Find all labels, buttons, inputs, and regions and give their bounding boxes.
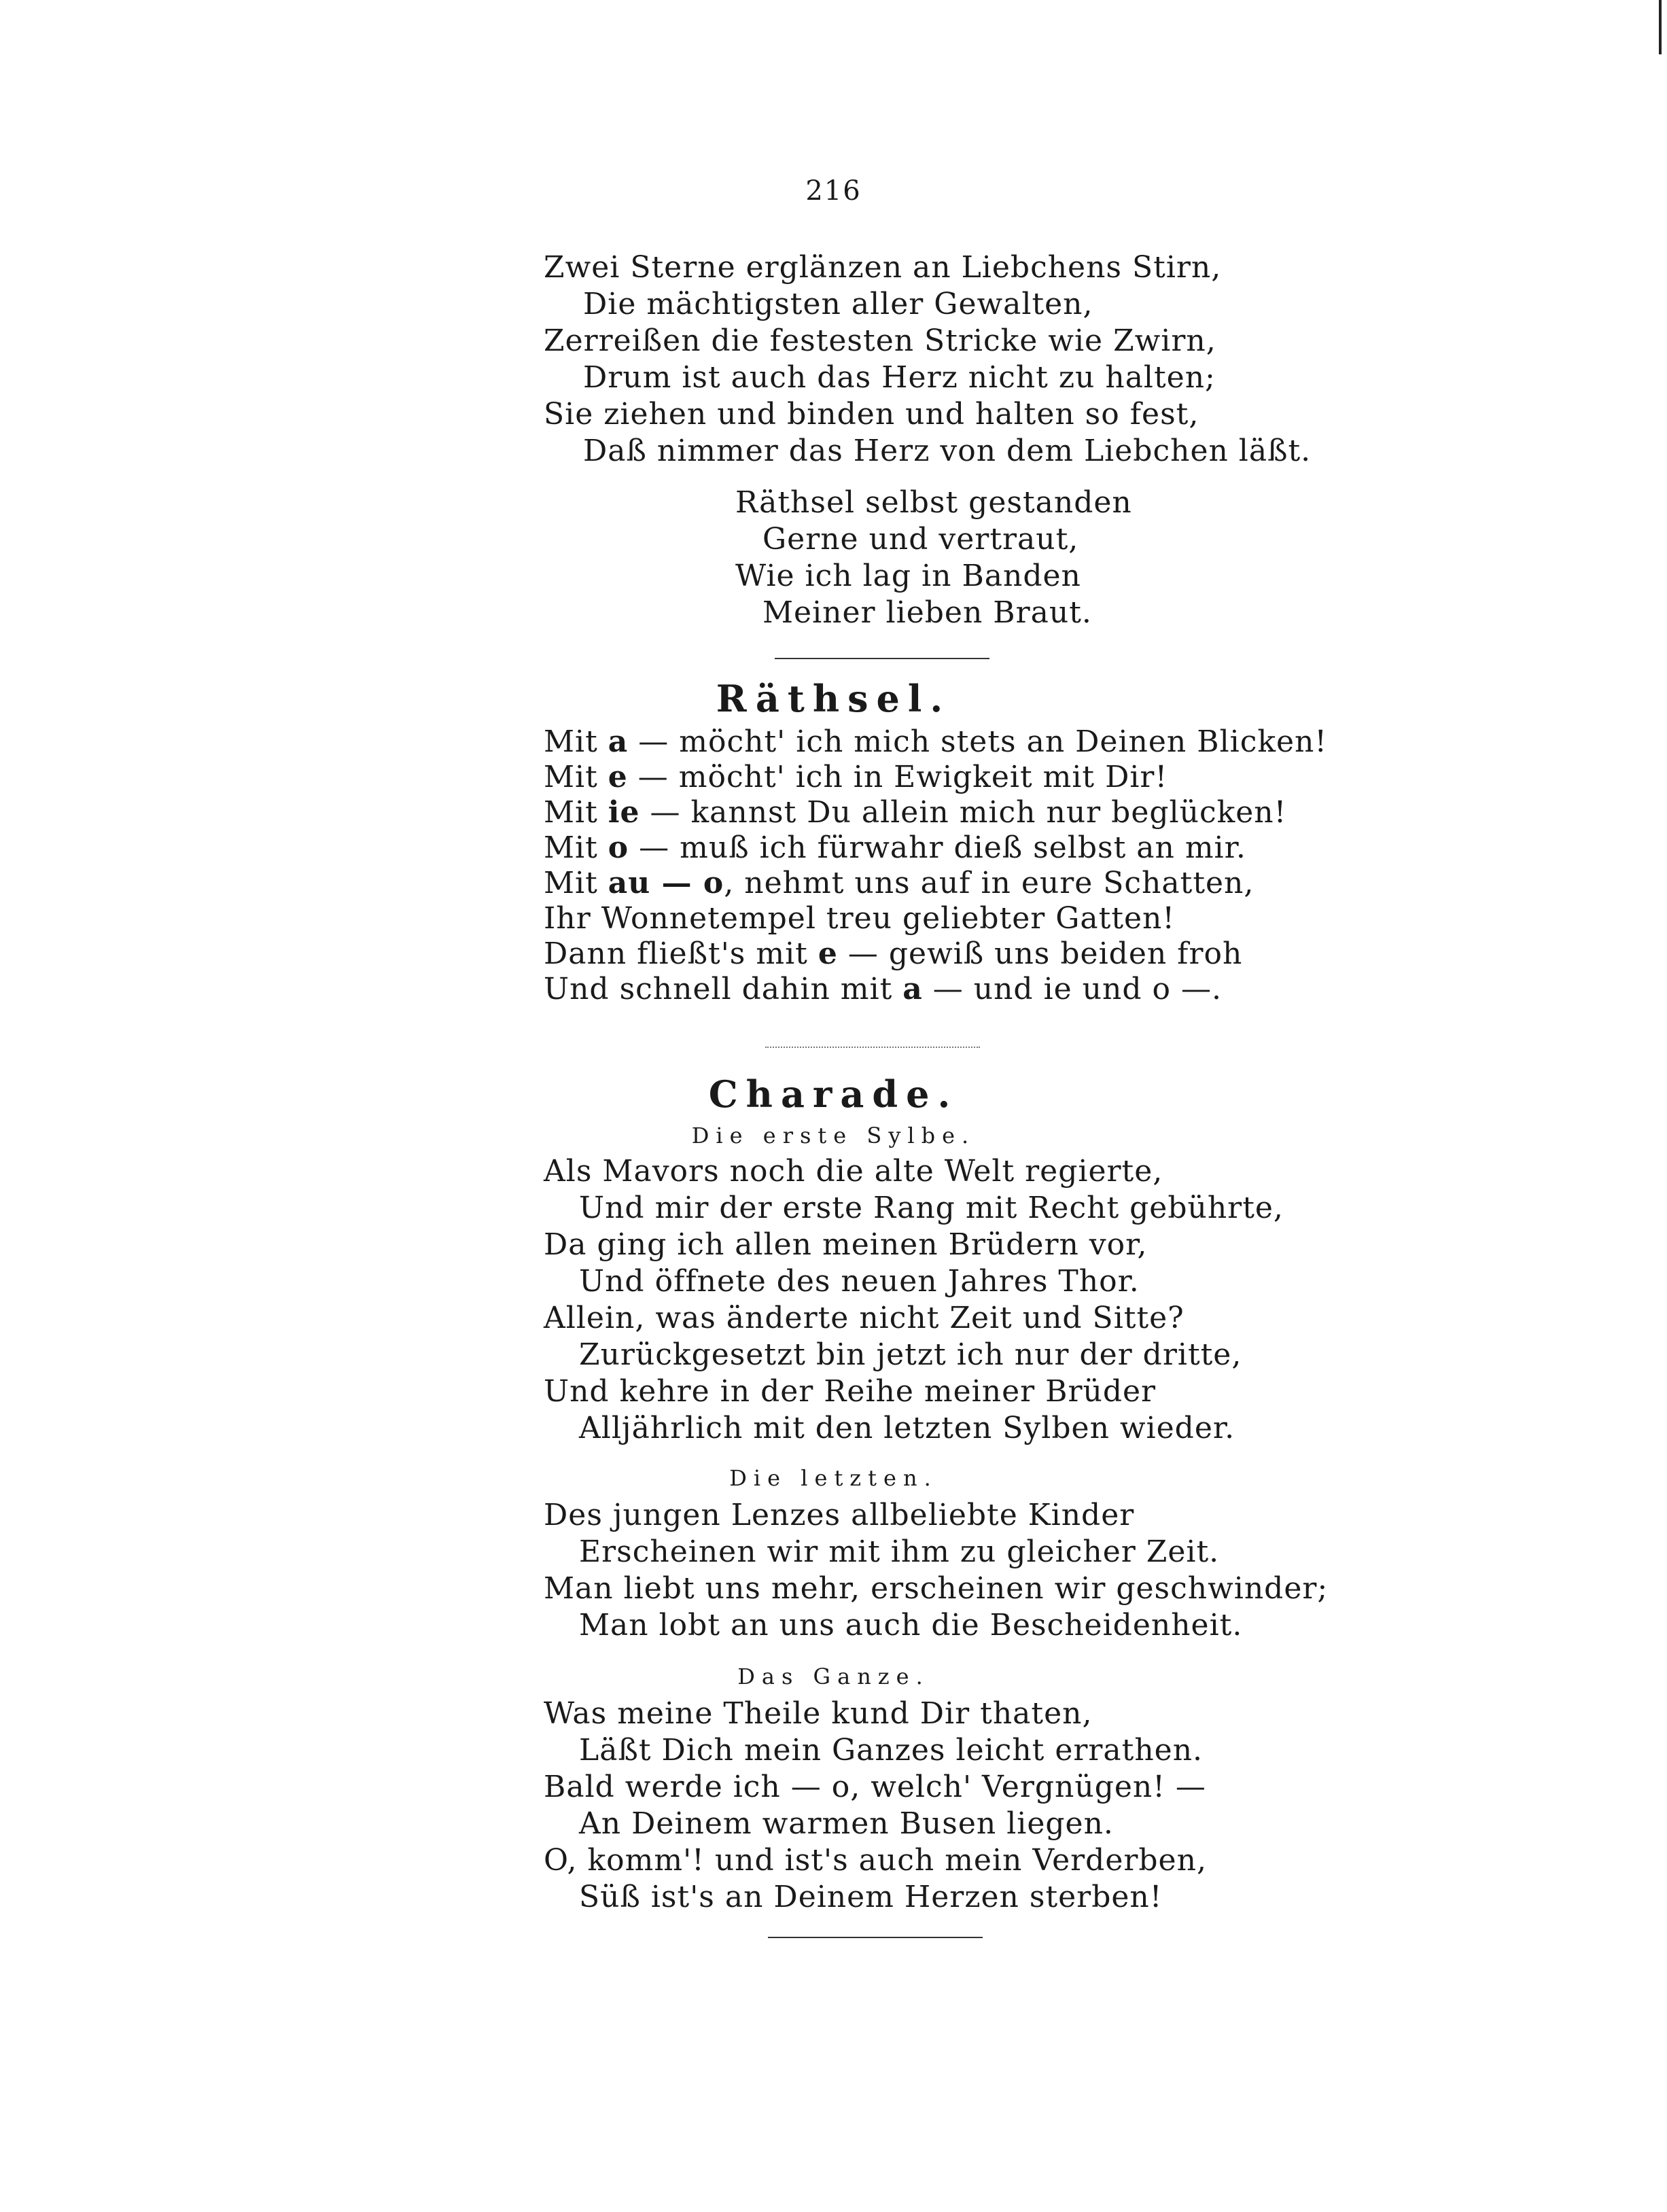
charade-line: Als Mavors noch die alte Welt regierte, xyxy=(544,1154,1163,1189)
poem1-line: Drum ist auch das Herz nicht zu halten; xyxy=(583,360,1216,395)
section-divider xyxy=(775,658,989,659)
charade-line: Erscheinen wir mit ihm zu gleicher Zeit. xyxy=(579,1534,1220,1569)
charade-line: Und öffnete des neuen Jahres Thor. xyxy=(579,1264,1140,1299)
raethsel-line: Mit e — möcht' ich in Ewigkeit mit Dir! xyxy=(544,760,1168,794)
poem1-answer-line: Wie ich lag in Banden xyxy=(735,559,1081,593)
poem1-answer-line: Gerne und vertraut, xyxy=(762,522,1079,557)
charade-line: Allein, was änderte nicht Zeit und Sitte? xyxy=(544,1301,1185,1335)
charade-line: O, komm'! und ist's auch mein Verderben, xyxy=(544,1843,1207,1878)
charade-line: Bald werde ich — o, welch' Vergnügen! — xyxy=(544,1770,1206,1804)
charade-title: Charade. xyxy=(708,1072,959,1116)
poem1-line: Daß nimmer das Herz von dem Liebchen läßt. xyxy=(583,434,1312,468)
raethsel-line: Dann fließt's mit e — gewiß uns beiden froh xyxy=(544,936,1243,971)
charade-section-heading: Die erste Sylbe. xyxy=(691,1123,976,1148)
end-divider xyxy=(768,1937,983,1938)
charade-line: Und mir der erste Rang mit Recht gebührte, xyxy=(579,1191,1284,1225)
raethsel-line: Mit o — muß ich fürwahr dieß selbst an mir. xyxy=(544,830,1246,865)
charade-line: Und kehre in der Reihe meiner Brüder xyxy=(544,1374,1157,1409)
charade-line: Süß ist's an Deinem Herzen sterben! xyxy=(579,1880,1163,1914)
poem1-answer-line: Räthsel selbst gestanden xyxy=(735,485,1132,520)
poem1-line: Zerreißen die festesten Stricke wie Zwirn, xyxy=(544,323,1216,358)
raethsel-line: Mit a — möcht' ich mich stets an Deinen Blicken! xyxy=(544,724,1328,759)
charade-line: Da ging ich allen meinen Brüdern vor, xyxy=(544,1227,1148,1262)
page-number: 216 xyxy=(805,175,862,207)
charade-line: Man lobt an uns auch die Bescheidenheit. xyxy=(579,1608,1243,1643)
raethsel-line: Ihr Wonnetempel treu geliebter Gatten! xyxy=(544,901,1176,936)
charade-section-heading: Die letzten. xyxy=(729,1465,938,1491)
raethsel-line: Und schnell dahin mit a — und ie und o —. xyxy=(544,972,1222,1006)
raethsel-title: Räthsel. xyxy=(716,677,951,720)
charade-line: Was meine Theile kund Dir thaten, xyxy=(544,1696,1093,1731)
section-divider xyxy=(765,1047,980,1048)
poem1-answer-line: Meiner lieben Braut. xyxy=(762,595,1092,630)
page-edge-mark xyxy=(1659,0,1662,54)
charade-line: Läßt Dich mein Ganzes leicht errathen. xyxy=(579,1733,1204,1768)
raethsel-line: Mit au — o, nehmt uns auf in eure Schatten, xyxy=(544,866,1254,900)
charade-line: An Deinem warmen Busen liegen. xyxy=(579,1806,1114,1841)
charade-line: Man liebt uns mehr, erscheinen wir geschwinder; xyxy=(544,1571,1329,1606)
poem1-line: Die mächtigsten aller Gewalten, xyxy=(583,287,1093,321)
charade-section-heading: Das Ganze. xyxy=(737,1664,930,1689)
raethsel-line: Mit ie — kannst Du allein mich nur beglücken! xyxy=(544,795,1287,830)
poem1-line: Sie ziehen und binden und halten so fest, xyxy=(544,397,1199,432)
charade-line: Alljährlich mit den letzten Sylben wieder. xyxy=(579,1411,1235,1445)
charade-line: Zurückgesetzt bin jetzt ich nur der dritte, xyxy=(579,1337,1242,1372)
charade-line: Des jungen Lenzes allbeliebte Kinder xyxy=(544,1498,1135,1532)
poem1-line: Zwei Sterne erglänzen an Liebchens Stirn, xyxy=(544,250,1222,285)
